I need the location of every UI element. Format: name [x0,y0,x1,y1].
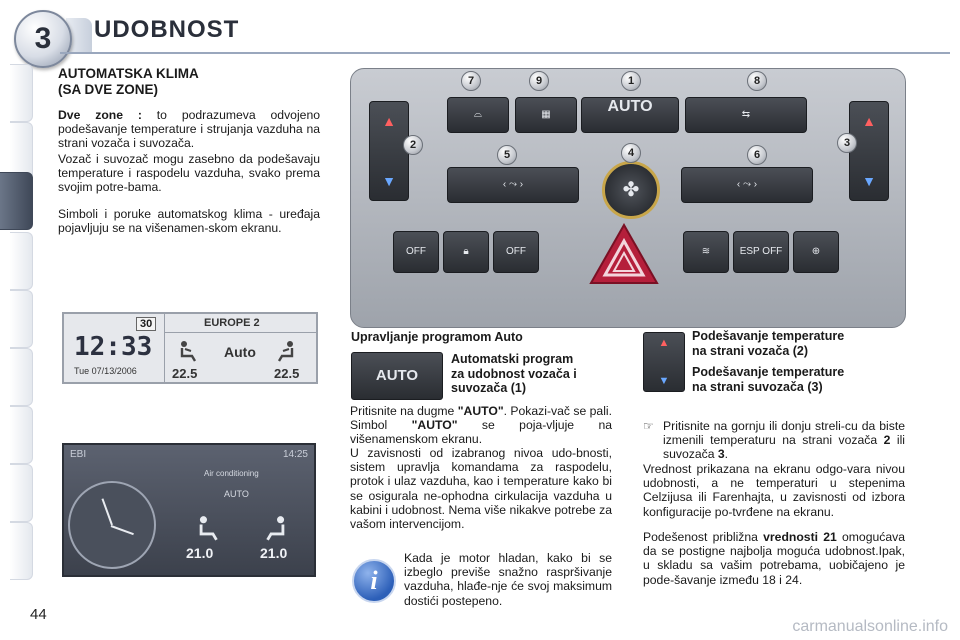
marker-3: 3 [837,133,857,153]
hazard-button[interactable] [589,223,659,285]
side-tab-4[interactable] [10,232,33,290]
text-run: Pritisnite na dugme [350,404,458,418]
climate-control-panel [350,68,906,328]
marker-9: 9 [529,71,549,91]
marker-7: 7 [461,71,481,91]
auto-program-caption [451,352,577,396]
paragraph-symbols: Simboli i poruke automatskog klima - uređaja pojavljuju se na višenamen-skom ekranu. [58,207,320,236]
air-distribution-icon: ⤳ [509,179,517,190]
side-tab-8[interactable] [10,464,33,522]
auto-term: "AUTO" [411,418,458,433]
display2-driver-temp: 21.0 [186,545,214,561]
text-run: ili suvozača [663,433,906,462]
fan-icon: ✤ [622,179,640,201]
driver-air-distribution-button[interactable] [447,167,579,203]
arrow-up-icon: ▲ [382,113,396,129]
chevron-left-icon: ‹ [736,179,741,190]
caption-line: za udobnost vozača i [451,366,577,381]
paragraph-separate-control: Vozač i suvozač mogu zasebno da podešavaju temperature i raspodelu vazduha, svako prema svojim potre-bama. [58,152,320,195]
driver-temp-rocker[interactable] [369,101,409,201]
passenger-seat-icon [264,515,290,541]
fog-off-label: OFF [406,246,426,257]
driver-temperature: 22.5 [172,366,198,381]
side-tab-3-active[interactable] [0,172,33,230]
marker-1: 1 [621,71,641,91]
passenger-temp-rocker[interactable] [849,101,889,201]
display-divider [164,314,165,382]
text-run: Pritisnite na gornju ili donju streli-cu da biste izmenili temperaturu na strani vozača [663,419,905,448]
outside-temperature: 30 [136,317,156,331]
auto-button-thumbnail: AUTO [351,352,443,400]
multifunction-display-color [62,443,316,577]
marker-8: 8 [747,71,767,91]
driver-temp-caption [692,329,844,358]
passenger-seat-icon [276,340,298,362]
temp-rocker-thumbnail [643,332,685,392]
display2-time: 14:25 [282,449,308,460]
dual-zone-text: to podrazumeva odvojeno podešavanje temperature i strujanja vazduha na strani vozača i suvozača. [58,108,321,151]
suspension-icon: ≋ [701,246,711,257]
ref-3: 3 [717,447,725,462]
side-tab-6[interactable] [10,348,33,406]
side-tab-7[interactable] [10,406,33,464]
paragraph-dual-zone [58,108,320,151]
display-top-rule [164,332,316,333]
cold-engine-note: Kada je motor hladan, kako bi se izbeglo previše snažno raspršivanje vazduha, hlađe-nje će svoj maksimum dostići postepeno. [404,551,612,608]
page-number: 44 [30,606,47,623]
driver-seat-icon [176,340,198,362]
display-date: Tue 07/13/2006 [74,366,137,376]
arrow-down-icon: ▼ [658,375,670,387]
section-heading [58,66,318,98]
text-run: se poja-vljuje na višenamenskom ekranu. [350,418,613,447]
passenger-temperature: 22.5 [274,366,300,381]
arrow-up-icon: ▲ [862,113,876,129]
value-21: vrednosti 21 [763,530,837,544]
marker-2: 2 [403,135,423,155]
auto-mode-indicator: Auto [224,344,256,360]
marker-5: 5 [497,145,517,165]
recirculation-car-icon: ⇆ [741,109,751,120]
caption-line: Automatski program [451,352,574,366]
windscreen-demist-button[interactable] [447,97,509,133]
fog-lamp-off-button[interactable] [393,231,439,273]
analog-clock-icon [68,481,156,569]
multifunction-display-auto [62,312,318,384]
rear-window-icon: ▦ [541,109,551,120]
chapter-number-badge: 3 [14,10,72,68]
heading-line-1: AUTOMATSKA KLIMA [58,66,199,81]
dual-zone-term: Dve zone : [58,108,142,122]
door-lock-button[interactable] [443,231,489,273]
passenger-air-distribution-button[interactable] [681,167,813,203]
chapter-title: UDOBNOST [94,16,240,43]
display2-top-left: EBI [70,449,87,460]
marker-4: 4 [621,143,641,163]
display2-passenger-temp: 21.0 [260,545,288,561]
side-tab-9[interactable] [10,522,33,580]
padlock-icon: 🔒︎ [463,246,469,257]
esp-off-button[interactable]: ESP OFF [733,231,789,273]
suspension-button[interactable] [683,231,729,273]
auto-program-caption-title: Upravljanje programom Auto [351,330,523,344]
side-tab-1[interactable] [10,64,33,122]
info-icon: i [352,559,396,603]
air-recirculation-button[interactable] [685,97,807,133]
chevron-right-icon: › [519,179,524,190]
text-run: omogućava da se postigne najbolja moguća udobnost.Ipak, u skladu sa vašim potrebama, uobičajeno je pode-šavanje između 18 i 24. [643,530,905,587]
caption-line: Podešavanje temperature [692,365,845,379]
chapter-side-tabs [0,60,34,580]
display2-title: Air conditioning [204,469,259,478]
fan-speed-knob[interactable] [602,161,660,219]
watermark: carmanualsonline.info [792,618,948,635]
chevron-left-icon: ‹ [502,179,507,190]
chevron-right-icon: › [753,179,758,190]
heading-line-2: (SA DVE ZONE) [58,82,159,97]
rear-off-label: OFF [506,246,526,257]
auto-button[interactable]: AUTO [581,97,679,133]
caption-line: suvozača (1) [451,381,527,395]
arrow-down-icon: ▼ [862,173,876,189]
recommended-setting-note [643,530,905,587]
display-clock: 12:33 [74,332,153,362]
passenger-temp-caption [692,365,844,394]
rear-demist-button[interactable] [515,97,577,133]
hazard-warning-icon [589,223,659,285]
rear-sensor-off-button[interactable] [493,231,539,273]
arrow-up-icon: ▲ [658,337,670,349]
child-lock-icon: ⊕ [811,246,821,257]
driver-seat-icon [194,515,220,541]
text-run: . Pokazi-vač se pali. Simbol [350,404,612,433]
temp-arrow-instruction [663,419,905,462]
auto-system-description: U zavisnosti od izabranog nivoa udo-bnosti, sistem upravlja komandama za raspodelu, protok i ulaz vazduha, kao i temperature kako bi se osigurala ne-ophodna cirkulacija vazduha u kabini i udobnost. Nema više nikakve potrebe za vašom intervencijom. [350,446,612,532]
child-safety-button[interactable] [793,231,839,273]
caption-line: na strani vozača (2) [692,343,809,358]
caption-line: Podešavanje temperature [692,329,845,343]
windscreen-icon: ⌓ [474,109,482,120]
side-tab-5[interactable] [10,290,33,348]
text-run: . [724,447,729,462]
ref-2: 2 [883,433,891,448]
caption-line: na strani suvozača (3) [692,379,823,394]
air-distribution-icon: ⤳ [743,179,751,190]
text-run: Podešenost približna [643,530,764,544]
comfort-level-note: Vrednost prikazana na ekranu odgo-vara nivou udobnosti, a ne temperaturi u stepenima Celzijusa ili Farenhajta, u zavisnosti od izbora konfiguracije po-tvrđene na ekranu. [643,462,905,519]
arrow-down-icon: ▼ [382,173,396,189]
auto-press-instructions [350,404,612,447]
auto-term: "AUTO" [457,404,504,418]
display2-auto: AUTO [224,489,249,499]
radio-station: EUROPE 2 [204,317,260,329]
pointing-hand-icon: ☞ [643,419,654,433]
header-rule [60,52,950,54]
marker-6: 6 [747,145,767,165]
